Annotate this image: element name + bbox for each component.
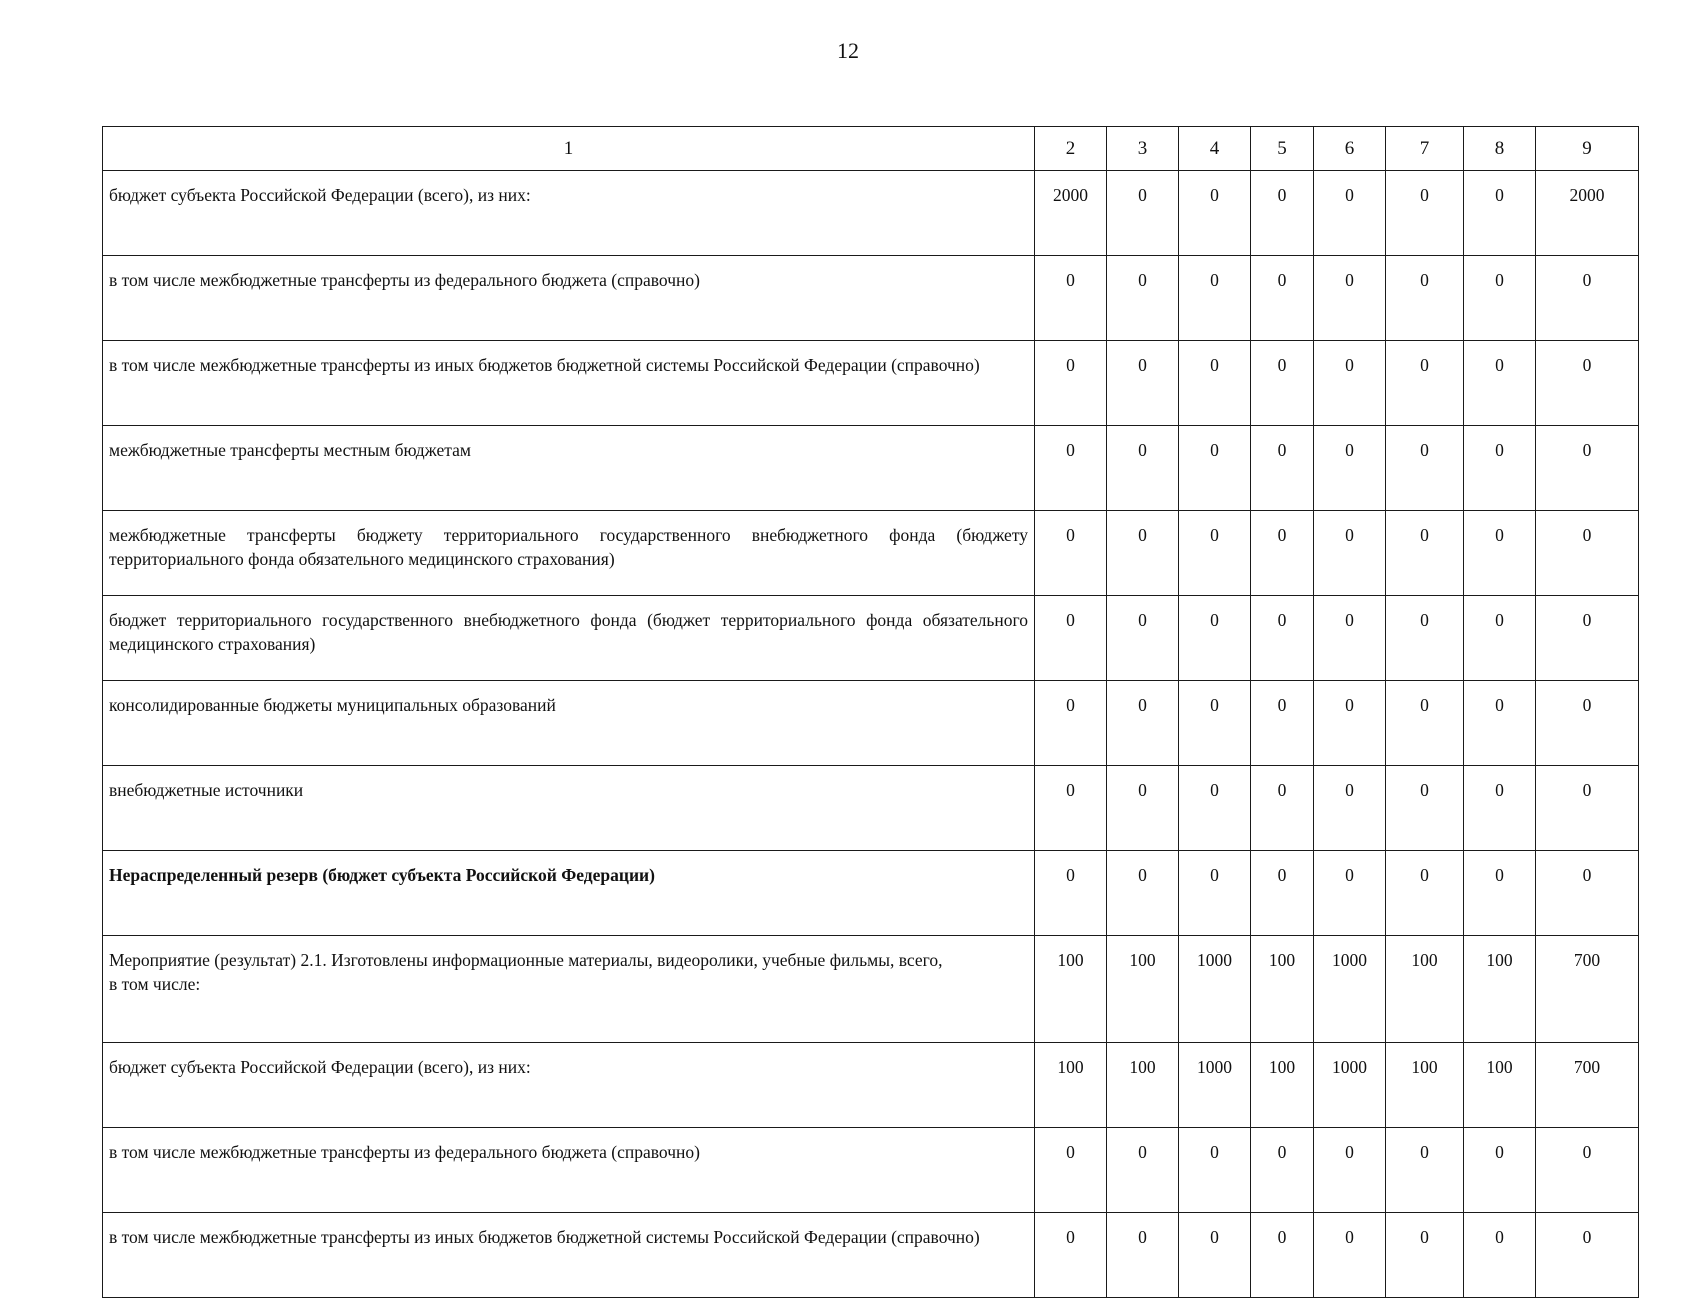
cell-value-col-6: 0 [1314,171,1386,256]
cell-value-col-4: 1000 [1179,1043,1251,1128]
table-body [103,127,1639,1298]
cell-value-col-5: 0 [1251,851,1314,936]
cell-value-col-2: 0 [1035,1213,1107,1298]
cell-value-col-7: 0 [1386,171,1464,256]
row-label: бюджет субъекта Российской Федерации (всего), из них: [103,1043,1035,1128]
cell-value-col-4: 0 [1179,341,1251,426]
cell-value-col-5: 100 [1251,936,1314,1043]
cell-value-col-2: 0 [1035,1128,1107,1213]
cell-value-col-8: 100 [1464,936,1536,1043]
table-row [103,426,1639,511]
page-number: 12 [837,38,859,63]
row-label: в том числе межбюджетные трансферты из федерального бюджета (справочно) [103,256,1035,341]
cell-value-col-2: 0 [1035,851,1107,936]
cell-value-col-2: 0 [1035,681,1107,766]
cell-value-col-7: 0 [1386,426,1464,511]
cell-value-col-4: 0 [1179,851,1251,936]
cell-value-col-5: 0 [1251,1213,1314,1298]
cell-value-col-4: 0 [1179,1213,1251,1298]
column-header-7: 7 [1386,127,1464,171]
cell-value-col-7: 0 [1386,851,1464,936]
cell-value-col-6: 0 [1314,851,1386,936]
table-row [103,936,1639,1043]
cell-value-col-3: 0 [1107,766,1179,851]
cell-value-col-9: 0 [1536,596,1639,681]
cell-value-col-7: 100 [1386,936,1464,1043]
table-row [103,766,1639,851]
budget-table [102,126,1639,1298]
cell-value-col-8: 0 [1464,1128,1536,1213]
cell-value-col-5: 100 [1251,1043,1314,1128]
cell-value-col-4: 0 [1179,171,1251,256]
cell-value-col-4: 0 [1179,681,1251,766]
cell-value-col-3: 0 [1107,1213,1179,1298]
column-header-9: 9 [1536,127,1639,171]
cell-value-col-6: 1000 [1314,936,1386,1043]
cell-value-col-6: 0 [1314,596,1386,681]
cell-value-col-2: 0 [1035,596,1107,681]
row-label: в том числе межбюджетные трансферты из иных бюджетов бюджетной системы Российской Федерации (справочно) [103,1213,1035,1298]
cell-value-col-3: 0 [1107,681,1179,766]
cell-value-col-6: 0 [1314,511,1386,596]
row-label: внебюджетные источники [103,766,1035,851]
cell-value-col-4: 0 [1179,256,1251,341]
cell-value-col-6: 0 [1314,256,1386,341]
cell-value-col-5: 0 [1251,426,1314,511]
cell-value-col-5: 0 [1251,681,1314,766]
cell-value-col-3: 0 [1107,596,1179,681]
cell-value-col-2: 0 [1035,426,1107,511]
cell-value-col-2: 0 [1035,256,1107,341]
row-label: межбюджетные трансферты бюджету территориального государственного внебюджетного фонда (бюджету территориального фонда обязательного медицинского страхования) [103,511,1035,596]
cell-value-col-4: 1000 [1179,936,1251,1043]
column-header-3: 3 [1107,127,1179,171]
cell-value-col-7: 0 [1386,681,1464,766]
cell-value-col-5: 0 [1251,766,1314,851]
cell-value-col-8: 0 [1464,596,1536,681]
column-header-2: 2 [1035,127,1107,171]
cell-value-col-2: 0 [1035,766,1107,851]
row-label: бюджет территориального государственного внебюджетного фонда (бюджет территориального фонда обязательного медицинского страхования) [103,596,1035,681]
cell-value-col-4: 0 [1179,1128,1251,1213]
cell-value-col-9: 0 [1536,341,1639,426]
cell-value-col-8: 0 [1464,426,1536,511]
column-header-8: 8 [1464,127,1536,171]
cell-value-col-8: 100 [1464,1043,1536,1128]
cell-value-col-3: 0 [1107,851,1179,936]
cell-value-col-9: 0 [1536,851,1639,936]
cell-value-col-3: 100 [1107,936,1179,1043]
cell-value-col-5: 0 [1251,511,1314,596]
cell-value-col-9: 2000 [1536,171,1639,256]
cell-value-col-6: 0 [1314,766,1386,851]
column-header-6: 6 [1314,127,1386,171]
table-row [103,851,1639,936]
cell-value-col-7: 0 [1386,1128,1464,1213]
cell-value-col-3: 0 [1107,426,1179,511]
cell-value-col-9: 700 [1536,936,1639,1043]
row-label: бюджет субъекта Российской Федерации (всего), из них: [103,171,1035,256]
cell-value-col-7: 100 [1386,1043,1464,1128]
row-label: Мероприятие (результат) 2.1. Изготовлены информационные материалы, видеоролики, учебные фильмы, всего, в том числе: [103,936,1035,1043]
cell-value-col-2: 0 [1035,511,1107,596]
column-header-4: 4 [1179,127,1251,171]
cell-value-col-9: 700 [1536,1043,1639,1128]
cell-value-col-6: 0 [1314,1213,1386,1298]
cell-value-col-5: 0 [1251,1128,1314,1213]
cell-value-col-9: 0 [1536,1128,1639,1213]
cell-value-col-8: 0 [1464,681,1536,766]
cell-value-col-4: 0 [1179,766,1251,851]
row-label: в том числе межбюджетные трансферты из федерального бюджета (справочно) [103,1128,1035,1213]
cell-value-col-8: 0 [1464,171,1536,256]
cell-value-col-5: 0 [1251,171,1314,256]
budget-table-container [102,126,1638,1298]
table-row [103,511,1639,596]
cell-value-col-5: 0 [1251,596,1314,681]
cell-value-col-6: 0 [1314,1128,1386,1213]
cell-value-col-2: 100 [1035,936,1107,1043]
cell-value-col-2: 100 [1035,1043,1107,1128]
cell-value-col-5: 0 [1251,256,1314,341]
cell-value-col-8: 0 [1464,256,1536,341]
cell-value-col-8: 0 [1464,341,1536,426]
cell-value-col-9: 0 [1536,766,1639,851]
cell-value-col-3: 100 [1107,1043,1179,1128]
cell-value-col-3: 0 [1107,511,1179,596]
table-row [103,681,1639,766]
table-row [103,1043,1639,1128]
cell-value-col-9: 0 [1536,426,1639,511]
cell-value-col-9: 0 [1536,681,1639,766]
cell-value-col-6: 0 [1314,681,1386,766]
cell-value-col-8: 0 [1464,766,1536,851]
column-header-1: 1 [103,127,1035,171]
table-header-row [103,127,1639,171]
cell-value-col-4: 0 [1179,426,1251,511]
table-row [103,341,1639,426]
cell-value-col-7: 0 [1386,1213,1464,1298]
row-label: консолидированные бюджеты муниципальных образований [103,681,1035,766]
cell-value-col-9: 0 [1536,256,1639,341]
cell-value-col-3: 0 [1107,341,1179,426]
cell-value-col-4: 0 [1179,596,1251,681]
cell-value-col-7: 0 [1386,596,1464,681]
cell-value-col-3: 0 [1107,171,1179,256]
cell-value-col-6: 0 [1314,341,1386,426]
cell-value-col-6: 0 [1314,426,1386,511]
cell-value-col-3: 0 [1107,1128,1179,1213]
table-row [103,171,1639,256]
cell-value-col-9: 0 [1536,1213,1639,1298]
column-header-5: 5 [1251,127,1314,171]
row-label: Нераспределенный резерв (бюджет субъекта Российской Федерации) [103,851,1035,936]
cell-value-col-7: 0 [1386,511,1464,596]
cell-value-col-5: 0 [1251,341,1314,426]
cell-value-col-6: 1000 [1314,1043,1386,1128]
table-row [103,596,1639,681]
row-label: межбюджетные трансферты местным бюджетам [103,426,1035,511]
row-label: в том числе межбюджетные трансферты из иных бюджетов бюджетной системы Российской Федерации (справочно) [103,341,1035,426]
cell-value-col-2: 2000 [1035,171,1107,256]
cell-value-col-2: 0 [1035,341,1107,426]
cell-value-col-8: 0 [1464,851,1536,936]
cell-value-col-7: 0 [1386,256,1464,341]
cell-value-col-3: 0 [1107,256,1179,341]
table-row [103,1213,1639,1298]
cell-value-col-8: 0 [1464,1213,1536,1298]
cell-value-col-8: 0 [1464,511,1536,596]
cell-value-col-7: 0 [1386,766,1464,851]
cell-value-col-9: 0 [1536,511,1639,596]
cell-value-col-7: 0 [1386,341,1464,426]
table-row [103,256,1639,341]
cell-value-col-4: 0 [1179,511,1251,596]
